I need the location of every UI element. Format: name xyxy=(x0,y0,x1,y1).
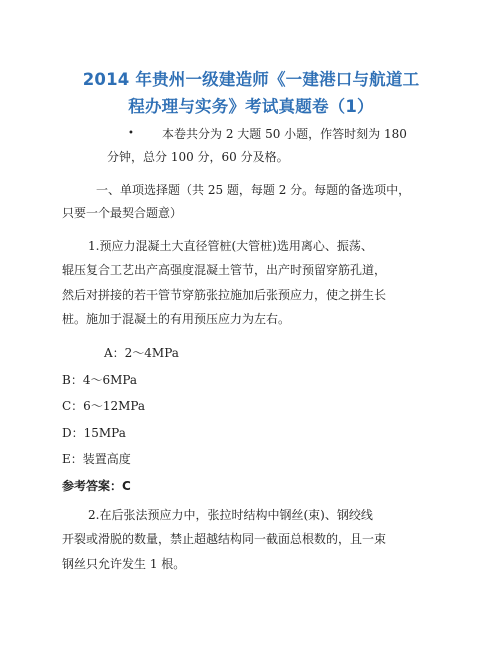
question-2-line-3: 钢丝只允许发生 1 根。 xyxy=(62,557,186,571)
document-title xyxy=(40,66,462,120)
section1-heading-line-1: 一、单项选择题（共 25 题，每题 2 分。每题的备选项中， xyxy=(96,183,411,197)
option-e: E：装置高度 xyxy=(62,452,131,466)
bullet-icon: • xyxy=(128,128,134,139)
answer-label: 参考答案：C xyxy=(62,479,131,493)
question-1-line-3: 然后对拼接的若干管节穿筋张拉施加后张预应力，使之拼生长 xyxy=(62,288,387,302)
section1-heading-line-2: 只要一个最契合题意） xyxy=(62,206,183,220)
question-1-line-1: 1.预应力混凝土大直径管桩(大管桩)选用离心、振荡、 xyxy=(88,239,373,253)
intro-line-1: 本卷共分为 2 大题 50 小题，作答时刻为 180 xyxy=(162,127,407,141)
intro-line-2: 分钟，总分 100 分，60 分及格。 xyxy=(107,150,289,164)
option-d: D：15MPa xyxy=(62,426,126,440)
question-1-line-4: 桩。施加于混凝土的有用预压应力为左右。 xyxy=(62,312,291,326)
question-1-line-2: 辊压复合工艺出产高强度混凝土管节，出产时预留穿筋孔道， xyxy=(62,263,387,277)
title-line-2: 程办理与实务》考试真题卷（1） xyxy=(128,97,374,116)
option-b: B：4～6MPa xyxy=(62,373,138,387)
question-2-line-2: 开裂或滑脱的数量，禁止超越结构同一截面总根数的，且一束 xyxy=(62,532,387,546)
option-c: C：6～12MPa xyxy=(62,399,146,413)
option-a: A：2～4MPa xyxy=(104,346,179,360)
title-line-1: 2014 年贵州一级建造师《一建港口与航道工 xyxy=(82,70,420,89)
question-2-line-1: 2.在后张法预应力中，张拉时结构中钢丝(束)、钢绞线 xyxy=(88,508,373,522)
